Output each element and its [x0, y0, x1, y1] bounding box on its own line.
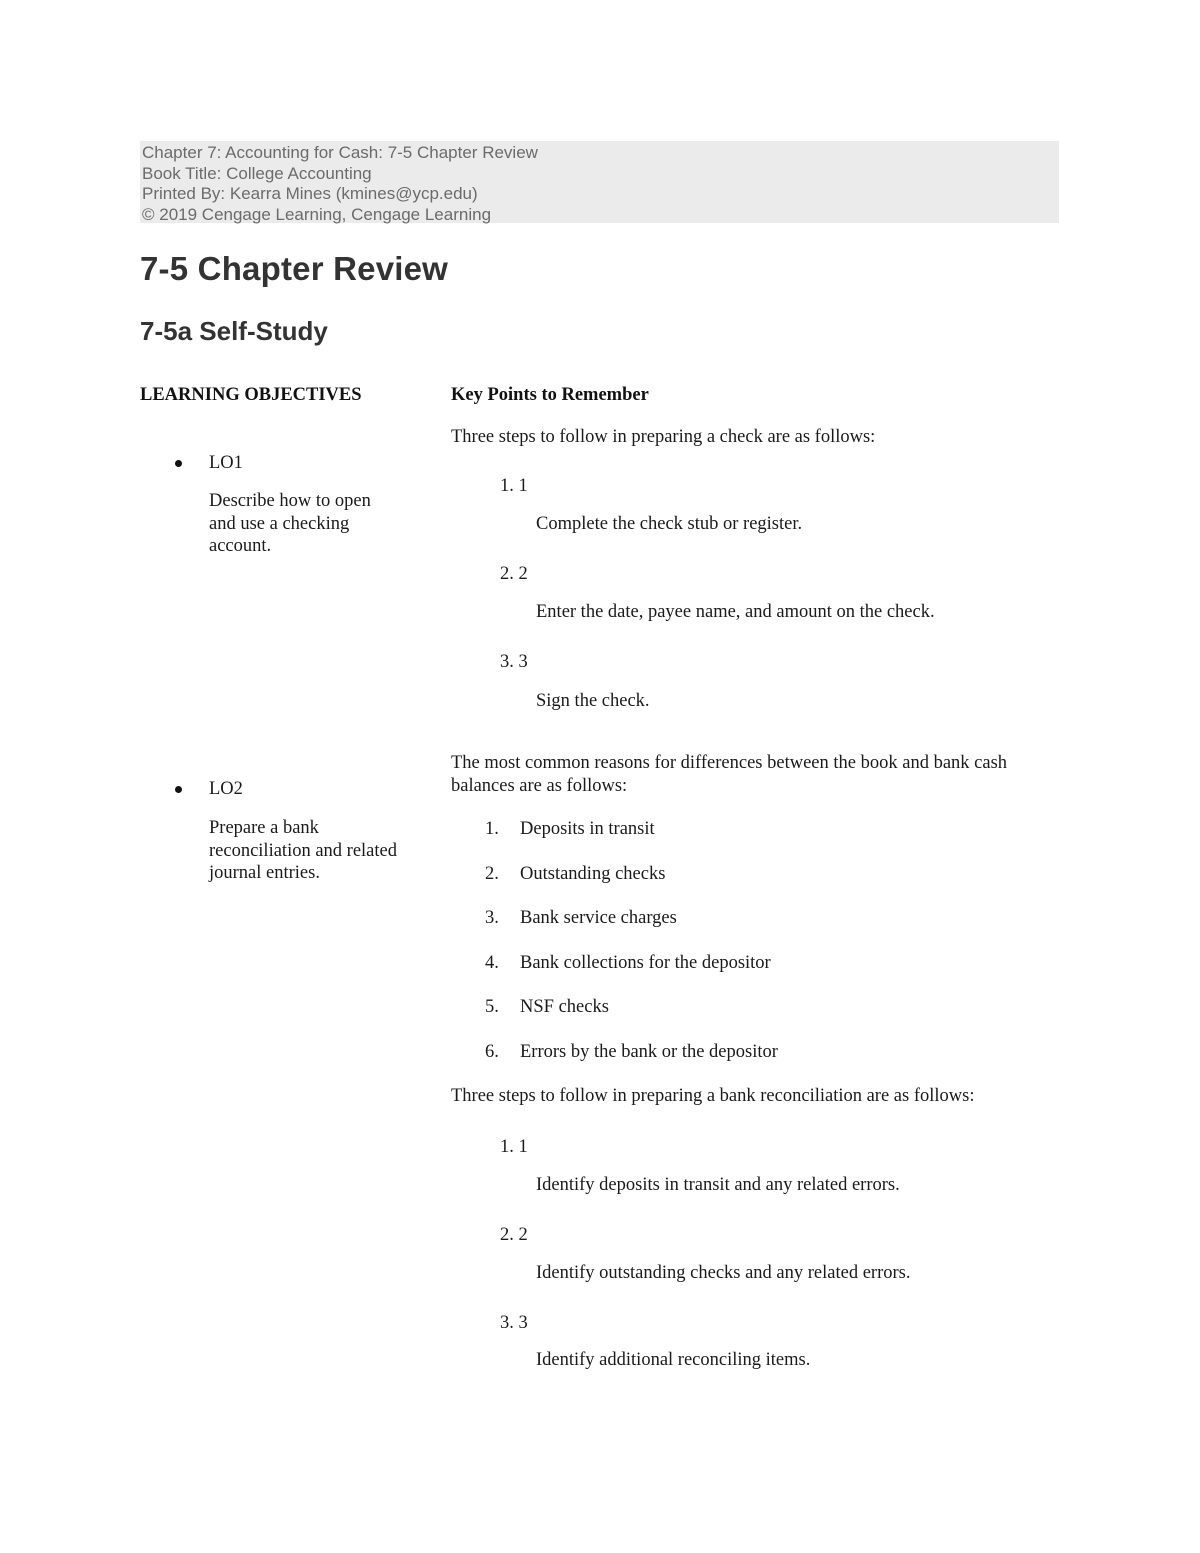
step-label: 1	[518, 1137, 528, 1157]
list-marker: 3.	[500, 652, 514, 672]
check-steps-intro: Three steps to follow in preparing a check are as follows:	[451, 427, 876, 447]
learning-objectives-heading: LEARNING OBJECTIVES	[140, 385, 362, 405]
recon-step-text: Identify deposits in transit and any related errors.	[536, 1175, 900, 1195]
copyright-line: © 2019 Cengage Learning, Cengage Learning	[142, 204, 492, 224]
objective-code: LO1	[209, 453, 243, 473]
list-marker: 1.	[500, 1137, 514, 1157]
recon-steps-intro: Three steps to follow in preparing a bank reconciliation are as follows:	[451, 1086, 975, 1106]
chapter-line: Chapter 7: Accounting for Cash: 7-5 Chapter Review	[142, 143, 538, 162]
step-label: 2	[518, 564, 528, 584]
book-title-line: Book Title: College Accounting	[142, 163, 372, 183]
reason-marker: 2.	[485, 864, 499, 884]
reason-item: Deposits in transit	[520, 819, 655, 839]
objective-line: reconciliation and related	[209, 840, 397, 861]
step-label: 2	[518, 1225, 528, 1245]
recon-step-text: Identify outstanding checks and any related errors.	[536, 1263, 911, 1283]
list-marker: 3.	[500, 1313, 514, 1333]
recon-step-text: Identify additional reconciling items.	[536, 1350, 811, 1370]
reason-item: Outstanding checks	[520, 864, 666, 884]
reason-marker: 1.	[485, 819, 499, 839]
recon-step-number	[500, 1136, 528, 1159]
check-step-number	[500, 475, 528, 498]
step-label: 3	[518, 652, 528, 672]
objective-line: journal entries.	[209, 863, 320, 883]
objective-description	[209, 817, 397, 885]
key-points-heading: Key Points to Remember	[451, 385, 649, 405]
section-title: 7-5a Self-Study	[140, 316, 328, 346]
objective-line: and use a checking	[209, 513, 350, 534]
recon-step-number	[500, 1312, 528, 1335]
reason-item: Errors by the bank or the depositor	[520, 1042, 778, 1062]
citation-header	[140, 141, 1059, 223]
printed-by-line: Printed By: Kearra Mines (kmines@ycp.edu)	[142, 184, 478, 203]
reason-item: NSF checks	[520, 997, 609, 1017]
reason-marker: 3.	[485, 908, 499, 928]
check-step-text: Enter the date, payee name, and amount on the check.	[536, 602, 935, 622]
reason-item: Bank service charges	[520, 908, 677, 928]
reasons-intro-line: The most common reasons for differences between the book and bank cash	[451, 753, 1008, 773]
page-title: 7-5 Chapter Review	[140, 250, 449, 287]
reason-marker: 4.	[485, 953, 499, 973]
list-marker: 2.	[500, 1225, 514, 1245]
recon-step-number	[500, 1224, 528, 1247]
reason-marker: 5.	[485, 997, 499, 1017]
check-step-number	[500, 651, 528, 674]
objective-line: Describe how to open	[209, 491, 371, 511]
check-step-text: Sign the check.	[536, 691, 650, 711]
objective-description	[209, 490, 371, 558]
objective-line: account.	[209, 536, 272, 556]
bullet-icon	[175, 786, 182, 793]
bullet-icon	[175, 460, 182, 467]
list-marker: 1.	[500, 476, 514, 496]
objective-code: LO2	[209, 779, 243, 799]
objective-line: Prepare a bank	[209, 818, 319, 838]
check-step-number	[500, 563, 528, 586]
reason-marker: 6.	[485, 1042, 499, 1062]
list-marker: 2.	[500, 564, 514, 584]
reason-item: Bank collections for the depositor	[520, 953, 771, 973]
reasons-intro-line: balances are as follows:	[451, 775, 628, 796]
reasons-intro	[451, 752, 1007, 797]
check-step-text: Complete the check stub or register.	[536, 514, 803, 534]
step-label: 3	[518, 1313, 528, 1333]
step-label: 1	[518, 476, 528, 496]
